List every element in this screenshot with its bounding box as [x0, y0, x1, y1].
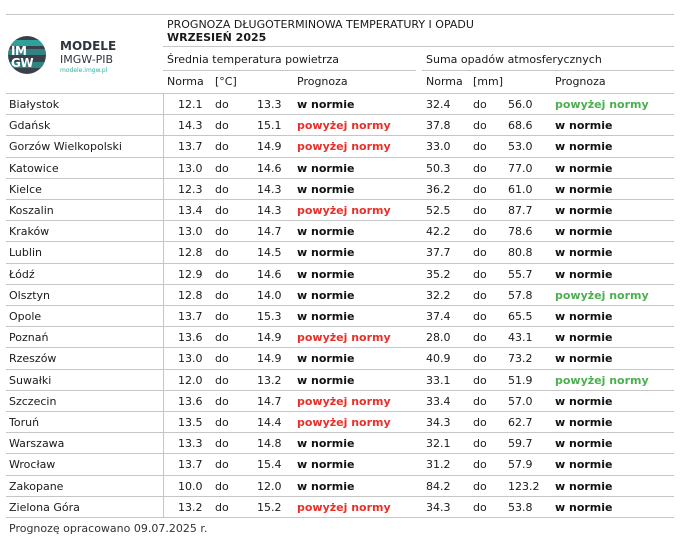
header-rule: [163, 46, 674, 47]
table-row: [6, 199, 674, 221]
temp-norm-max-cell: 14.8: [257, 437, 282, 451]
table-row: [6, 369, 674, 391]
temp-range-sep: do: [215, 225, 229, 239]
precip-forecast-header: Prognoza: [555, 75, 606, 88]
temp-range-sep: do: [215, 458, 229, 472]
temp-forecast-cell: powyżej normy: [297, 416, 391, 429]
precip-range-sep: do: [473, 437, 487, 451]
precip-range-sep: do: [473, 267, 487, 281]
temp-forecast-cell: powyżej normy: [297, 394, 391, 408]
city-cell: Szczecin: [9, 394, 57, 408]
temp-group-rule: [163, 70, 416, 71]
table-row: [6, 157, 674, 179]
city-cell: Wrocław: [9, 458, 56, 472]
temp-range-sep: do: [215, 204, 229, 217]
temp-norm-max-cell: 14.6: [257, 161, 282, 175]
precip-norm-min-cell: 32.1: [426, 437, 451, 451]
table-row: [6, 432, 674, 454]
temp-range-sep: do: [215, 437, 229, 451]
temp-norm-max-cell: 14.7: [257, 225, 282, 239]
temp-norm-min-cell: 13.7: [178, 310, 203, 323]
city-cell: Olsztyn: [9, 288, 51, 302]
precip-range-sep: do: [473, 394, 487, 408]
logo-abbreviation: IM GW: [11, 44, 34, 70]
precip-norm-max-cell: 80.8: [508, 246, 533, 260]
temp-unit-header: [°C]: [215, 75, 237, 88]
precip-norm-max-cell: 57.9: [508, 458, 533, 472]
temp-norm-min-cell: 13.5: [178, 416, 203, 429]
precip-norm-min-cell: 52.5: [426, 204, 451, 217]
temp-norm-max-cell: 12.0: [257, 479, 282, 493]
temp-norm-max-cell: 13.2: [257, 373, 282, 387]
temp-norm-max-cell: 14.4: [257, 416, 282, 429]
temp-norm-max-cell: 14.9: [257, 331, 282, 345]
precip-forecast-cell: w normie: [555, 161, 613, 175]
temp-norm-min-cell: 13.2: [178, 500, 203, 514]
precip-forecast-cell: w normie: [555, 416, 613, 429]
temp-norm-min-cell: 13.7: [178, 458, 203, 472]
temp-range-sep: do: [215, 373, 229, 387]
precip-norm-max-cell: 87.7: [508, 204, 533, 217]
precip-norm-min-cell: 32.4: [426, 98, 451, 111]
precip-range-sep: do: [473, 331, 487, 345]
precip-range-sep: do: [473, 479, 487, 493]
table-row: [6, 390, 674, 412]
table-row: [6, 305, 674, 327]
temp-range-sep: do: [215, 352, 229, 366]
temp-norm-min-cell: 10.0: [178, 479, 203, 493]
temp-norm-min-cell: 13.3: [178, 437, 203, 451]
precip-range-sep: do: [473, 352, 487, 366]
precip-norm-max-cell: 53.0: [508, 140, 533, 154]
temp-norm-max-cell: 15.1: [257, 119, 282, 133]
precip-norm-min-cell: 84.2: [426, 479, 451, 493]
temp-norm-min-cell: 14.3: [178, 119, 203, 133]
precip-range-sep: do: [473, 246, 487, 260]
temp-forecast-cell: powyżej normy: [297, 500, 391, 514]
temp-norm-max-cell: 14.9: [257, 352, 282, 366]
temp-norm-max-cell: 13.3: [257, 98, 282, 111]
precip-norm-max-cell: 43.1: [508, 331, 533, 345]
precip-forecast-cell: w normie: [555, 119, 613, 133]
precip-norm-min-cell: 34.3: [426, 500, 451, 514]
precip-norm-min-cell: 33.1: [426, 373, 451, 387]
temp-forecast-cell: w normie: [297, 288, 355, 302]
temp-range-sep: do: [215, 500, 229, 514]
temp-forecast-cell: w normie: [297, 352, 355, 366]
precip-forecast-cell: w normie: [555, 500, 613, 514]
precip-norm-max-cell: 68.6: [508, 119, 533, 133]
precip-norm-min-cell: 35.2: [426, 267, 451, 281]
table-row: [6, 241, 674, 263]
temp-forecast-cell: w normie: [297, 267, 355, 281]
temp-range-sep: do: [215, 416, 229, 429]
precip-norm-min-cell: 33.4: [426, 394, 451, 408]
precip-norm-max-cell: 53.8: [508, 500, 533, 514]
temp-forecast-cell: powyżej normy: [297, 140, 391, 154]
precip-norm-min-cell: 37.7: [426, 246, 451, 260]
temp-range-sep: do: [215, 267, 229, 281]
table-row: [6, 453, 674, 475]
precip-forecast-cell: w normie: [555, 204, 613, 217]
table-row: [6, 178, 674, 200]
bottom-rule: [6, 517, 674, 518]
precip-norm-min-cell: 40.9: [426, 352, 451, 366]
city-cell: Zielona Góra: [9, 500, 80, 514]
imgw-logo: [8, 36, 158, 76]
city-cell: Poznań: [9, 331, 49, 345]
temp-range-sep: do: [215, 331, 229, 345]
temp-norm-max-cell: 15.2: [257, 500, 282, 514]
temp-forecast-cell: w normie: [297, 246, 355, 260]
temp-norm-min-cell: 13.6: [178, 394, 203, 408]
precip-range-sep: do: [473, 225, 487, 239]
precip-forecast-cell: w normie: [555, 182, 613, 196]
city-cell: Kielce: [9, 182, 42, 196]
temp-range-sep: do: [215, 161, 229, 175]
temp-range-sep: do: [215, 310, 229, 323]
precip-group-header: Suma opadów atmosferycznych: [426, 53, 602, 66]
precip-range-sep: do: [473, 182, 487, 196]
temp-norm-max-cell: 14.3: [257, 182, 282, 196]
precip-range-sep: do: [473, 140, 487, 154]
precip-norm-min-cell: 37.4: [426, 310, 451, 323]
precip-norm-min-cell: 42.2: [426, 225, 451, 239]
city-column-divider: [163, 93, 164, 517]
table-row: [6, 135, 674, 157]
temp-norm-min-cell: 12.1: [178, 98, 203, 111]
table-row: [6, 326, 674, 348]
city-cell: Rzeszów: [9, 352, 57, 366]
precip-range-sep: do: [473, 373, 487, 387]
precip-norm-min-cell: 28.0: [426, 331, 451, 345]
table-row: [6, 114, 674, 136]
precip-norm-max-cell: 51.9: [508, 373, 533, 387]
temp-forecast-cell: w normie: [297, 98, 355, 111]
city-cell: Gorzów Wielkopolski: [9, 140, 122, 154]
top-rule: [6, 14, 674, 15]
temp-norm-header: Norma: [167, 75, 204, 88]
precip-range-sep: do: [473, 98, 487, 111]
precip-forecast-cell: w normie: [555, 437, 613, 451]
temp-range-sep: do: [215, 288, 229, 302]
precip-norm-min-cell: 33.0: [426, 140, 451, 154]
temp-norm-min-cell: 13.0: [178, 352, 203, 366]
precip-range-sep: do: [473, 310, 487, 323]
city-cell: Opole: [9, 310, 42, 323]
temp-norm-min-cell: 12.9: [178, 267, 203, 281]
city-cell: Lublin: [9, 246, 42, 260]
footer-note: Prognozę opracowano 09.07.2025 r.: [9, 522, 208, 535]
precip-range-sep: do: [473, 458, 487, 472]
precip-forecast-cell: w normie: [555, 394, 613, 408]
precip-norm-min-cell: 32.2: [426, 288, 451, 302]
temp-range-sep: do: [215, 479, 229, 493]
temp-range-sep: do: [215, 98, 229, 111]
precip-group-rule: [422, 70, 674, 71]
temp-forecast-cell: powyżej normy: [297, 331, 391, 345]
temp-norm-min-cell: 12.8: [178, 288, 203, 302]
temp-forecast-cell: w normie: [297, 161, 355, 175]
precip-forecast-cell: w normie: [555, 458, 613, 472]
precip-forecast-cell: powyżej normy: [555, 288, 649, 302]
temp-forecast-header: Prognoza: [297, 75, 348, 88]
precip-norm-min-cell: 36.2: [426, 182, 451, 196]
precip-norm-min-cell: 31.2: [426, 458, 451, 472]
precip-forecast-cell: w normie: [555, 310, 613, 323]
precip-forecast-cell: w normie: [555, 267, 613, 281]
temp-norm-min-cell: 13.0: [178, 225, 203, 239]
table-row: [6, 263, 674, 285]
precip-forecast-cell: w normie: [555, 225, 613, 239]
temp-norm-max-cell: 14.5: [257, 246, 282, 260]
precip-norm-max-cell: 62.7: [508, 416, 533, 429]
precip-norm-max-cell: 65.5: [508, 310, 533, 323]
temp-range-sep: do: [215, 140, 229, 154]
precip-range-sep: do: [473, 500, 487, 514]
logo-url: modele.imgw.pl: [60, 67, 108, 74]
city-cell: Warszawa: [9, 437, 65, 451]
precip-range-sep: do: [473, 119, 487, 133]
temp-norm-min-cell: 13.4: [178, 204, 203, 217]
report-period: WRZESIEŃ 2025: [167, 31, 267, 44]
precip-norm-min-cell: 50.3: [426, 161, 451, 175]
temp-norm-max-cell: 15.3: [257, 310, 282, 323]
city-cell: Łódź: [9, 267, 35, 281]
precip-norm-max-cell: 59.7: [508, 437, 533, 451]
temp-group-header: Średnia temperatura powietrza: [167, 53, 340, 66]
temp-norm-min-cell: 12.0: [178, 373, 203, 387]
precip-forecast-cell: powyżej normy: [555, 98, 649, 111]
precip-norm-max-cell: 61.0: [508, 182, 533, 196]
table-row: [6, 475, 674, 497]
precip-forecast-cell: w normie: [555, 246, 613, 260]
precip-norm-header: Norma: [426, 75, 463, 88]
precip-norm-max-cell: 56.0: [508, 98, 533, 111]
precip-forecast-cell: w normie: [555, 331, 613, 345]
precip-forecast-cell: w normie: [555, 479, 613, 493]
city-cell: Koszalin: [9, 204, 54, 217]
city-cell: Kraków: [9, 225, 50, 239]
report-title: PROGNOZA DŁUGOTERMINOWA TEMPERATURY I OPADU: [167, 18, 474, 31]
table-row: [6, 93, 674, 115]
city-cell: Zakopane: [9, 479, 64, 493]
temp-norm-min-cell: 12.3: [178, 182, 203, 196]
city-cell: Białystok: [9, 98, 60, 111]
temp-norm-max-cell: 15.4: [257, 458, 282, 472]
temp-norm-max-cell: 14.0: [257, 288, 282, 302]
temp-norm-max-cell: 14.6: [257, 267, 282, 281]
temp-forecast-cell: w normie: [297, 225, 355, 239]
temp-range-sep: do: [215, 119, 229, 133]
temp-norm-min-cell: 12.8: [178, 246, 203, 260]
temp-forecast-cell: w normie: [297, 310, 355, 323]
precip-norm-max-cell: 57.0: [508, 394, 533, 408]
temp-norm-max-cell: 14.7: [257, 394, 282, 408]
precip-range-sep: do: [473, 204, 487, 217]
temp-forecast-cell: w normie: [297, 458, 355, 472]
precip-forecast-cell: w normie: [555, 352, 613, 366]
temp-norm-max-cell: 14.3: [257, 204, 282, 217]
precip-norm-max-cell: 77.0: [508, 161, 533, 175]
logo-text: [60, 39, 116, 75]
precip-forecast-cell: powyżej normy: [555, 373, 649, 387]
temp-norm-max-cell: 14.9: [257, 140, 282, 154]
city-cell: Toruń: [9, 416, 40, 429]
temp-range-sep: do: [215, 246, 229, 260]
precip-norm-max-cell: 78.6: [508, 225, 533, 239]
table-row: [6, 411, 674, 433]
temp-norm-min-cell: 13.7: [178, 140, 203, 154]
city-cell: Katowice: [9, 161, 59, 175]
precip-norm-max-cell: 123.2: [508, 479, 540, 493]
temp-forecast-cell: powyżej normy: [297, 204, 391, 217]
logo-line-1: MODELE: [60, 39, 117, 53]
temp-range-sep: do: [215, 394, 229, 408]
table-row: [6, 347, 674, 369]
precip-norm-max-cell: 73.2: [508, 352, 533, 366]
temp-range-sep: do: [215, 182, 229, 196]
temp-forecast-cell: w normie: [297, 437, 355, 451]
precip-unit-header: [mm]: [473, 75, 504, 88]
temp-norm-min-cell: 13.0: [178, 161, 203, 175]
precip-forecast-cell: w normie: [555, 140, 613, 154]
precip-range-sep: do: [473, 416, 487, 429]
temp-forecast-cell: w normie: [297, 479, 355, 493]
city-cell: Suwałki: [9, 373, 52, 387]
city-cell: Gdańsk: [9, 119, 51, 133]
logo-emblem-icon: [8, 36, 46, 74]
temp-forecast-cell: w normie: [297, 373, 355, 387]
precip-norm-max-cell: 55.7: [508, 267, 533, 281]
precip-norm-min-cell: 37.8: [426, 119, 451, 133]
table-row: [6, 284, 674, 306]
table-row: [6, 496, 674, 518]
precip-range-sep: do: [473, 161, 487, 175]
precip-range-sep: do: [473, 288, 487, 302]
temp-norm-min-cell: 13.6: [178, 331, 203, 345]
temp-forecast-cell: powyżej normy: [297, 119, 391, 133]
temp-forecast-cell: w normie: [297, 182, 355, 196]
precip-norm-max-cell: 57.8: [508, 288, 533, 302]
precip-norm-min-cell: 34.3: [426, 416, 451, 429]
logo-line-2: IMGW-PIB: [60, 53, 114, 66]
table-row: [6, 220, 674, 242]
